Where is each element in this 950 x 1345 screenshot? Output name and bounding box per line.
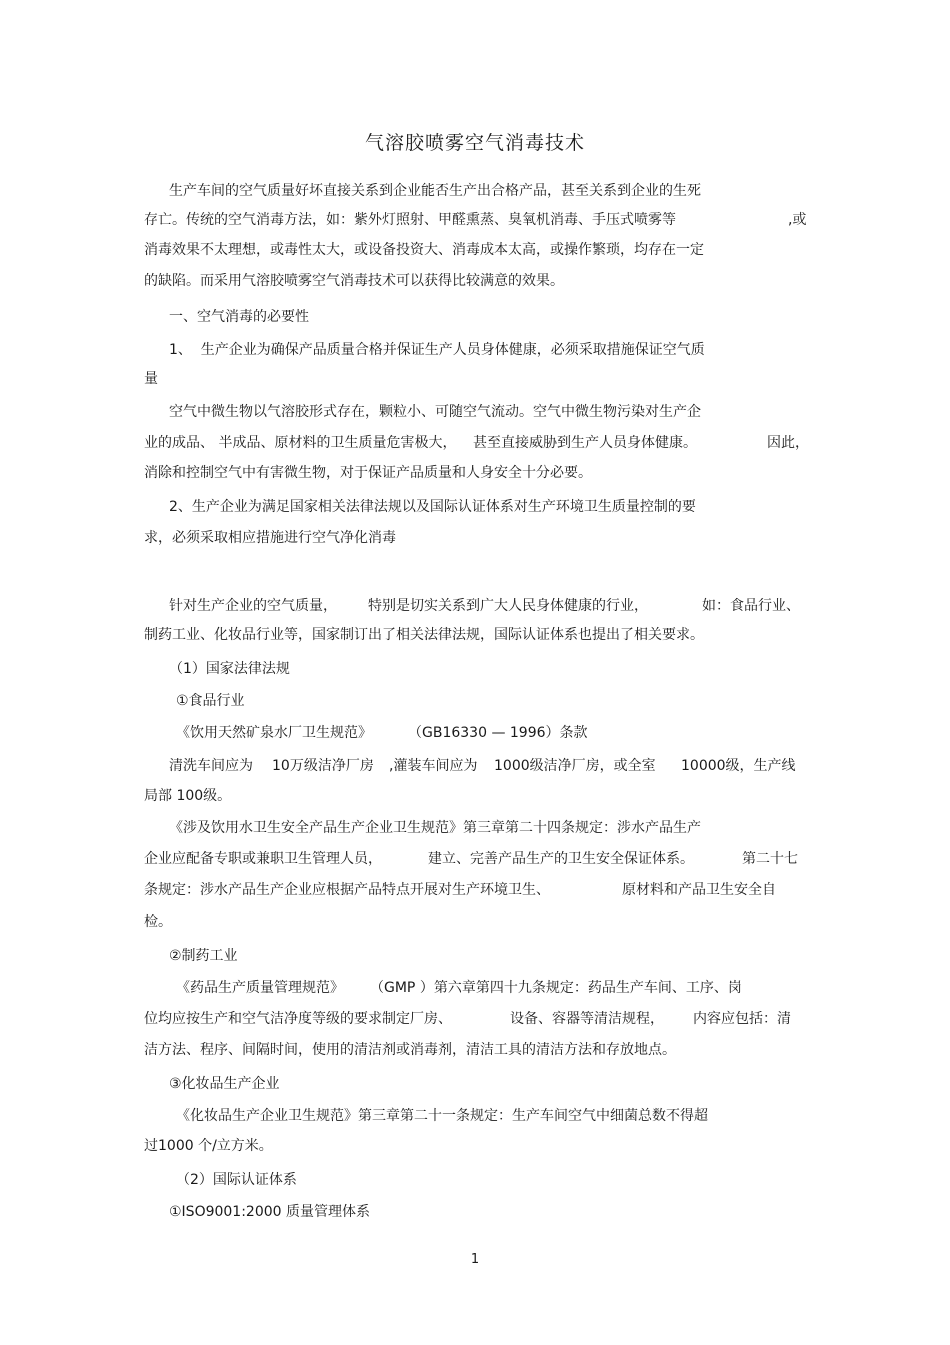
food-regulation-line-1: 《涉及饮用水卫生安全产品生产企业卫生规范》第三章第二十四条规定：涉水产品生产 bbox=[169, 820, 701, 836]
food-line-1c: ,灌装车间应为 bbox=[389, 758, 478, 774]
food-heading: ①食品行业 bbox=[176, 693, 245, 709]
food-line-2: 局部 100级。 bbox=[144, 788, 232, 804]
pharma-heading: ②制药工业 bbox=[169, 948, 238, 964]
food-standard-code: （GB16330 — 1996）条款 bbox=[408, 725, 588, 741]
microbe-line-2c: 因此， bbox=[767, 435, 809, 451]
food-regulation-line-2b: 建立、完善产品生产的卫生安全保证体系。 bbox=[428, 851, 694, 867]
pharma-line-2b: 设备、容器等清洁规程， bbox=[510, 1011, 664, 1027]
air-line-1c: 如：食品行业、 bbox=[702, 598, 800, 614]
food-line-1b: 10万级洁净厂房 bbox=[272, 758, 374, 774]
food-regulation-line-2a: 企业应配备专职或兼职卫生管理人员， bbox=[144, 851, 382, 867]
air-line-2: 制药工业、化妆品行业等，国家制订出了相关法律法规，国际认证体系也提出了相关要求。 bbox=[144, 627, 704, 643]
point-1-line-1: 1、 生产企业为确保产品质量合格并保证生产人员身体健康，必须采取措施保证空气质 bbox=[169, 342, 705, 358]
food-regulation-line-3b: 原材料和产品卫生安全自 bbox=[622, 882, 776, 898]
pharma-line-2c: 内容应包括：清 bbox=[693, 1011, 791, 1027]
pharma-line-3: 洁方法、程序、间隔时间，使用的清洁剂或消毒剂，清洁工具的清洁方法和存放地点。 bbox=[144, 1042, 676, 1058]
subsection-1-heading: （1）国家法律法规 bbox=[169, 661, 290, 677]
air-line-1a: 针对生产企业的空气质量， bbox=[169, 598, 337, 614]
food-line-1a: 清洗车间应为 bbox=[169, 758, 253, 774]
pharma-line-1b: （GMP ）第六章第四十九条规定：药品生产车间、工序、岗 bbox=[370, 980, 742, 996]
pharma-line-2a: 位均应按生产和空气洁净度等级的要求制定厂房、 bbox=[144, 1011, 452, 1027]
intro-line-1: 生产车间的空气质量好坏直接关系到企业能否生产出合格产品，甚至关系到企业的生死 bbox=[169, 183, 701, 199]
food-regulation-line-2c: 第二十七 bbox=[742, 851, 798, 867]
intro-line-2-tail: ,或 bbox=[788, 212, 807, 228]
cosmetic-line-1: 《化妆品生产企业卫生规范》第三章第二十一条规定：生产车间空气中细菌总数不得超 bbox=[176, 1108, 708, 1124]
cosmetic-line-2: 过1000 个/立方米。 bbox=[144, 1138, 273, 1154]
food-regulation-line-3a: 条规定：涉水产品生产企业应根据产品特点开展对生产环境卫生、 bbox=[144, 882, 550, 898]
intro-line-4: 的缺陷。而采用气溶胶喷雾空气消毒技术可以获得比较满意的效果。 bbox=[144, 273, 564, 289]
food-line-1e: 10000级，生产线 bbox=[681, 758, 796, 774]
subsection-2-heading: （2）国际认证体系 bbox=[176, 1172, 297, 1188]
cosmetic-heading: ③化妆品生产企业 bbox=[169, 1076, 280, 1092]
microbe-line-2a: 业的成品、 半成品、原材料的卫生质量危害极大， bbox=[144, 435, 457, 451]
air-line-1b: 特别是切实关系到广大人民身体健康的行业， bbox=[368, 598, 648, 614]
microbe-line-1: 空气中微生物以气溶胶形式存在，颗粒小、可随空气流动。空气中微生物污染对生产企 bbox=[169, 404, 701, 420]
point-2-line-1: 2、生产企业为满足国家相关法律法规以及国际认证体系对生产环境卫生质量控制的要 bbox=[169, 499, 696, 515]
section-1-heading: 一、空气消毒的必要性 bbox=[169, 309, 309, 325]
microbe-line-2b: 甚至直接威胁到生产人员身体健康。 bbox=[473, 435, 697, 451]
intro-line-3: 消毒效果不太理想，或毒性太大，或设备投资大、消毒成本太高，或操作繁琐，均存在一定 bbox=[144, 242, 704, 258]
pharma-line-1a: 《药品生产质量管理规范》 bbox=[176, 980, 344, 996]
point-2-line-2: 求，必须采取相应措施进行空气净化消毒 bbox=[144, 530, 396, 546]
food-standard-name: 《饮用天然矿泉水厂卫生规范》 bbox=[176, 725, 372, 741]
microbe-line-3: 消除和控制空气中有害微生物，对于保证产品质量和人身安全十分必要。 bbox=[144, 465, 592, 481]
intro-line-2: 存亡。传统的空气消毒方法，如：紫外灯照射、甲醛熏蒸、臭氧机消毒、手压式喷雾等 bbox=[144, 212, 676, 228]
document-title: 气溶胶喷雾空气消毒技术 bbox=[364, 132, 585, 154]
food-line-1d: 1000级洁净厂房，或全室 bbox=[494, 758, 656, 774]
iso-item: ①ISO9001:2000 质量管理体系 bbox=[169, 1204, 371, 1220]
food-regulation-line-4: 检。 bbox=[144, 914, 172, 930]
page-number: 1 bbox=[470, 1252, 480, 1267]
point-1-line-2: 量 bbox=[144, 371, 158, 387]
